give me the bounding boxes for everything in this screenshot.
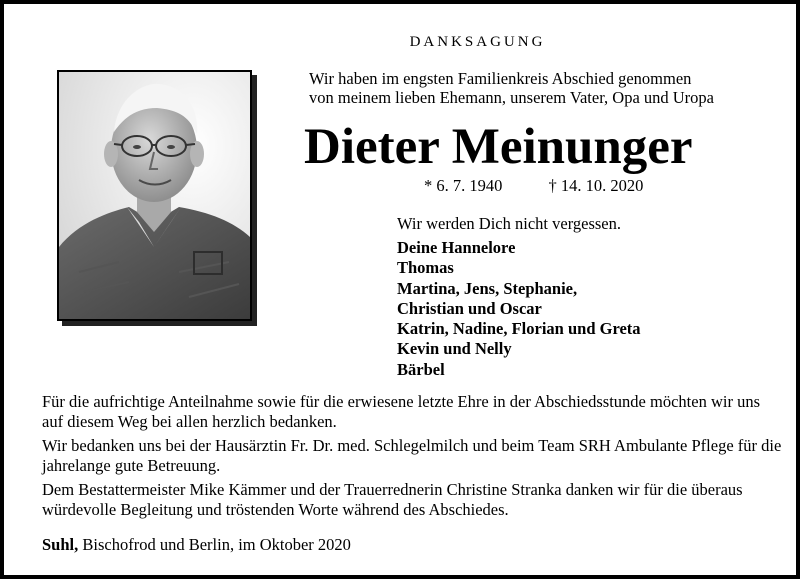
intro-text [309, 69, 714, 107]
family-member: Christian und Oscar [397, 298, 542, 318]
closing-rest: Bischofrod und Berlin, im Oktober 2020 [78, 535, 351, 554]
intro-line-1: Wir haben im engsten Familienkreis Abschied genommen [309, 69, 692, 88]
death-date: † 14. 10. 2020 [548, 176, 644, 195]
header-title: DANKSAGUNG [409, 34, 546, 50]
thanks-paragraph: Wir bedanken uns bei der Hausärztin Fr. Dr. med. Schlegelmilch und beim Team SRH Ambulante Pflege für die jahrelange gute Betreuung. [42, 436, 782, 475]
thanks-paragraph: Für die aufrichtige Anteilnahme sowie für die erwiesene letzte Ehre in der Abschiedsstunde möchten wir uns auf diesem Weg bei allen herzlich bedanken. [42, 392, 760, 431]
life-dates [424, 176, 643, 196]
family-member: Martina, Jens, Stephanie, [397, 278, 578, 298]
deceased-name: Dieter Meinunger [304, 119, 693, 175]
portrait-photo [57, 70, 252, 321]
birth-date: * 6. 7. 1940 [424, 176, 503, 195]
family-member: Bärbel [397, 359, 445, 379]
thanks-text [42, 392, 782, 524]
family-member: Kevin und Nelly [397, 339, 512, 359]
family-member: Katrin, Nadine, Florian und Greta [397, 319, 641, 339]
family-member: Thomas [397, 258, 454, 278]
thanks-paragraph: Dem Bestattermeister Mike Kämmer und der Trauerrednerin Christine Stranka danken wir für die überaus würdevolle Begleitung und tröstenden Worte während des Abschiedes. [42, 480, 743, 519]
family-list [397, 238, 641, 380]
closing-line [42, 535, 351, 555]
family-member: Deine Hannelore [397, 238, 516, 257]
remembrance-line: Wir werden Dich nicht vergessen. [397, 214, 621, 233]
closing-place: Suhl, [42, 535, 79, 554]
portrait-photo-icon [59, 72, 250, 319]
intro-line-2: von meinem lieben Ehemann, unserem Vater, Opa und Uropa [309, 88, 714, 107]
